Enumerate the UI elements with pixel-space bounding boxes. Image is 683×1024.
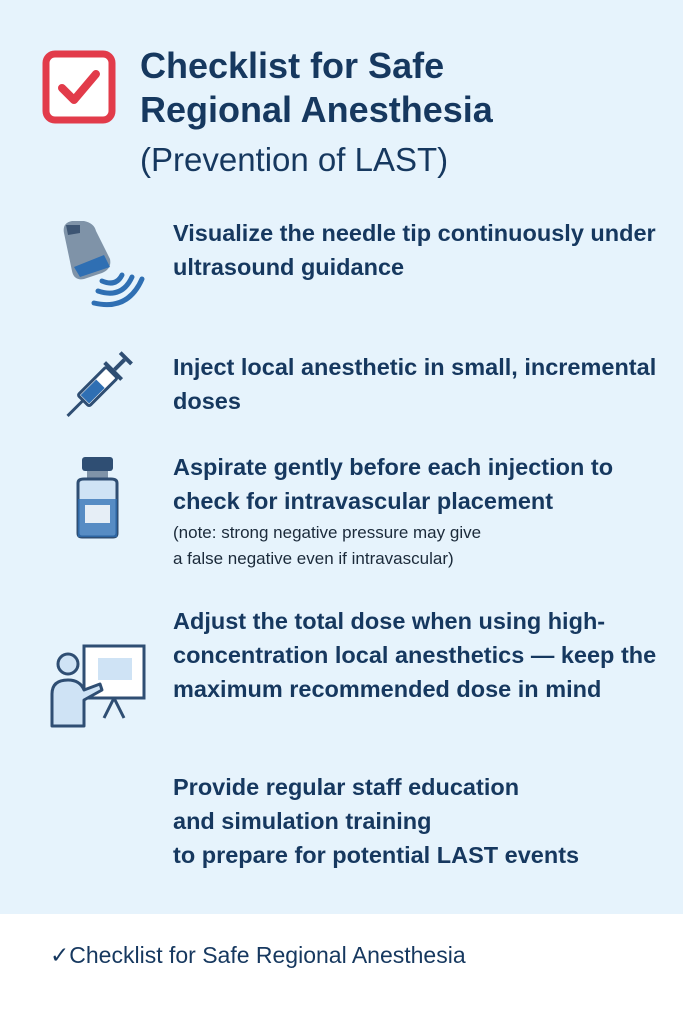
item-3-text: Aspirate gently before each injection to check for intravascular placement — [173, 454, 614, 514]
title-line-2: Regional Anesthesia — [140, 89, 493, 130]
page-title — [140, 44, 670, 132]
item-2-text: Inject local anesthetic in small, incremental doses — [173, 354, 657, 414]
item-5-text — [173, 770, 663, 872]
item-5-line-3: to prepare for potential LAST events — [173, 842, 580, 868]
vial-icon — [70, 455, 125, 540]
note-line-2: a false negative even if intravascular) — [173, 549, 454, 568]
item-1-text: Visualize the needle tip continuously under ultrasound guidance — [173, 220, 656, 280]
note-line-1: (note: strong negative pressure may give — [173, 523, 482, 542]
item-5-line-2: and simulation training — [173, 808, 432, 834]
teacher-board-icon — [48, 638, 148, 733]
footer-caption — [50, 938, 650, 972]
checkbox-checked-icon — [42, 50, 116, 124]
footer-label: Checklist for Safe Regional Anesthesia — [69, 942, 466, 968]
check-mark-icon: ✓ — [50, 942, 70, 968]
item-5-line-1: Provide regular staff education — [173, 774, 520, 800]
item-3-note — [173, 520, 663, 572]
title-line-1: Checklist for Safe — [140, 45, 445, 86]
item-4-text: Adjust the total dose when using high-concentration local anesthetics — keep the maximum recommended dose in mind — [173, 608, 657, 702]
page-subtitle: (Prevention of LAST) — [140, 141, 449, 178]
syringe-icon — [52, 342, 147, 434]
ultrasound-probe-icon — [50, 215, 145, 310]
